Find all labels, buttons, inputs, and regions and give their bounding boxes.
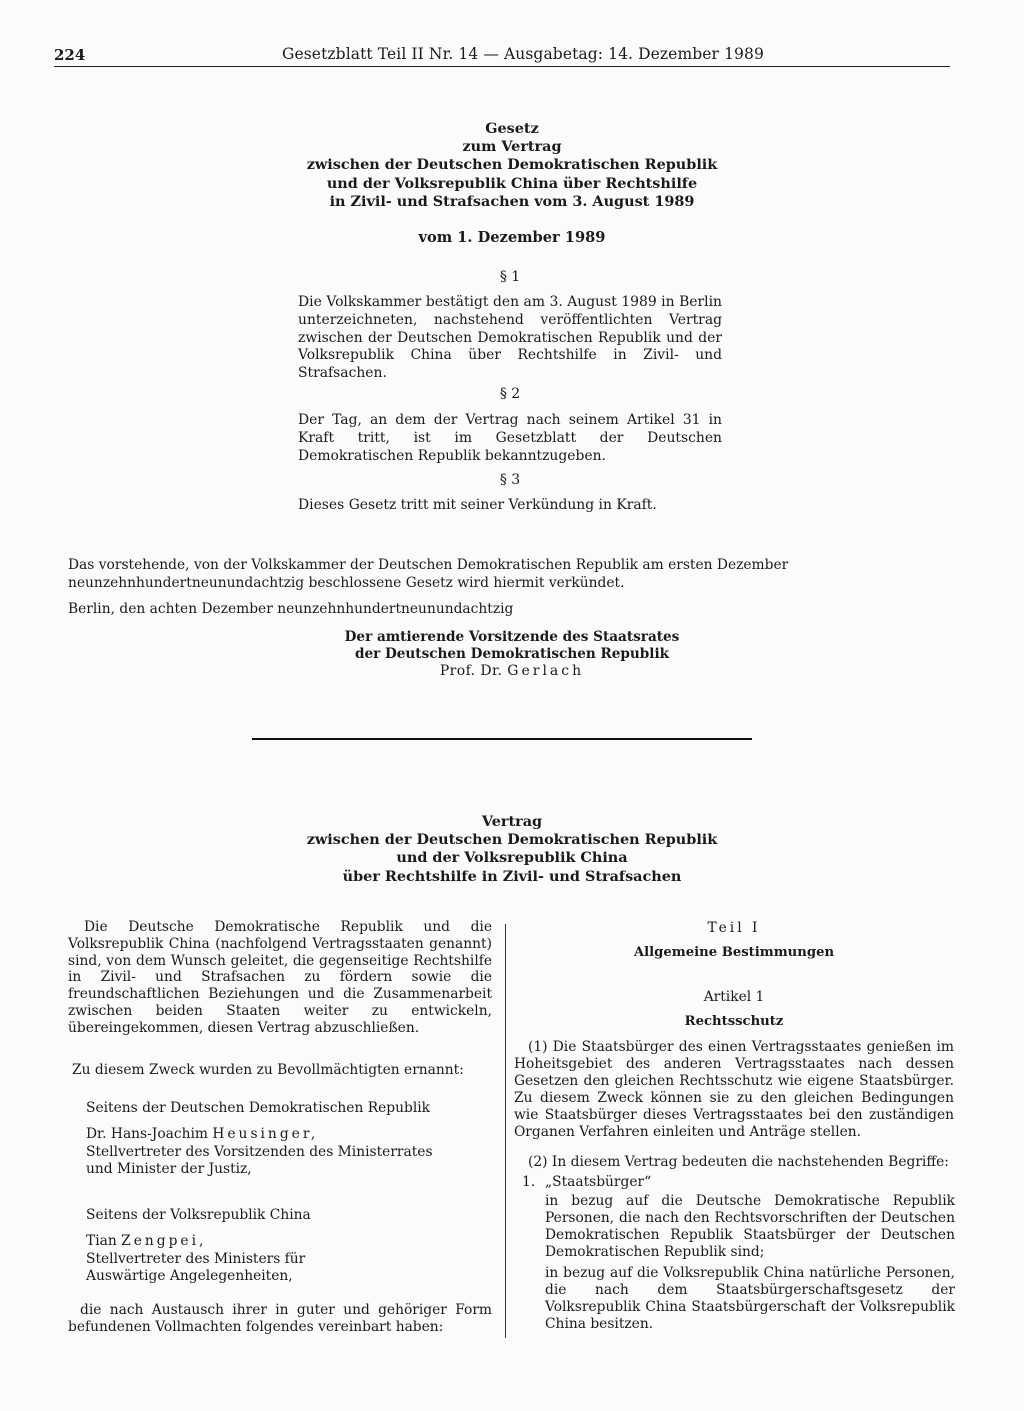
gazette-header: Gesetzblatt Teil II Nr. 14 — Ausgabetag: 14. Dezember 1989: [282, 45, 764, 63]
promulgation-text: Das vorstehende, von der Volkskammer der Deutschen Demokratischen Republik am ersten Dezember neunzehnhundertneunundachtzig beschlossene Gesetz wird hiermit verkündet.: [68, 557, 789, 591]
treaty-title-line: zwischen der Deutschen Demokratischen Republik: [306, 831, 718, 849]
treaty-closing: die nach Austausch ihrer in guter und gehöriger Form befundenen Vollmachten folgendes vereinbart haben:: [68, 1302, 492, 1335]
header-rule: [54, 66, 950, 67]
law-title-line: zwischen der Deutschen Demokratischen Republik: [306, 156, 718, 174]
party2-given-name: Tian: [86, 1233, 117, 1249]
part-title: Allgemeine Bestimmungen: [633, 945, 835, 960]
signatory-surname: Gerlach: [507, 663, 585, 679]
part-label: Teil I: [707, 920, 761, 936]
section-label: § 1: [499, 269, 521, 285]
page-number: 224: [54, 46, 86, 64]
treaty-title-line: über Rechtshilfe in Zivil- und Strafsachen: [342, 867, 682, 885]
treaty-preamble: Die Deutsche Demokratische Republik und die Volksrepublik China (nachfolgend Vertragsstaaten genannt) sind, von dem Wunsch geleitet, die gegenseitige Rechtshilfe in Zivil- und Strafsachen zu fördern sowie die freundschaftlichen Beziehungen und die Zusammenarbeit zwischen beiden Staaten weiter zu entwickeln, übereingekommen, diesen Vertrag abzuschließen.: [68, 919, 492, 1036]
place-date: Berlin, den achten Dezember neunzehnhundertneunundachtzig: [68, 601, 514, 617]
list-item-number: 1.: [522, 1174, 536, 1190]
signatory-title: Der amtierende Vorsitzende des Staatsrates: [344, 629, 680, 645]
signatory-prefix: Prof. Dr.: [439, 663, 503, 679]
treaty-title-line: Vertrag: [481, 813, 543, 830]
party1-heading: Seitens der Deutschen Demokratischen Republik: [86, 1100, 431, 1116]
law-title-line: Gesetz: [485, 120, 539, 137]
article-title: Rechtsschutz: [684, 1014, 784, 1029]
list-item-term: „Staatsbürger“: [545, 1174, 652, 1190]
law-title-line: und der Volksrepublik China über Rechtshilfe: [326, 174, 698, 192]
party1-name: [86, 1126, 492, 1143]
party1-role: Stellvertreter des Vorsitzenden des Ministerrates und Minister der Justiz,: [86, 1144, 433, 1177]
treaty-title: [240, 813, 784, 886]
list-item-text: in bezug auf die Volksrepublik China natürliche Personen, die nach dem Staatsbürgerschaftsgesetz der Volksrepublik China Staatsbürgerschaft der Volksrepublik China besitzen.: [545, 1265, 955, 1332]
treaty-title-line: und der Volksrepublik China: [396, 849, 628, 867]
column-divider: [505, 924, 506, 1338]
party2-surname: Zengpei,: [121, 1233, 207, 1249]
law-date: vom 1. Dezember 1989: [418, 229, 606, 246]
list-item-text: in bezug auf die Deutsche Demokratische Republik Personen, die nach den Rechtsvorschriften der Deutschen Demokratischen Republik Staatsbürger der Deutschen Demokratischen Republik sind;: [545, 1193, 955, 1260]
section-label: § 3: [499, 472, 521, 488]
plenipotentiaries-intro: Zu diesem Zweck wurden zu Bevollmächtigten ernannt:: [72, 1062, 464, 1078]
signatory-name: [240, 663, 784, 679]
section-text: Dieses Gesetz tritt mit seiner Verkündung in Kraft.: [298, 497, 657, 513]
party2-name: [86, 1233, 492, 1250]
article-paragraph: (1) Die Staatsbürger des einen Vertragsstaates genießen im Hoheitsgebiet des anderen Vertragsstaates nach dessen Gesetzen den gleichen Rechtsschutz wie eigene Staatsbürger. Zu diesem Zweck können sie zu den gleichen Bedingungen wie Staatsbürger dieses Vertragsstaates bei den zuständigen Organen Verfahren einleiten und Anträge stellen.: [514, 1039, 954, 1140]
section-text: Der Tag, an dem der Vertrag nach seinem Artikel 31 in Kraft tritt, ist im Gesetzblatt der Deutschen Demokratischen Republik bekanntzugeben.: [298, 412, 722, 464]
section-separator: [252, 738, 752, 740]
party2-heading: Seitens der Volksrepublik China: [86, 1207, 311, 1223]
party1-given-name: Dr. Hans-Joachim: [86, 1126, 208, 1142]
law-title-line: in Zivil- und Strafsachen vom 3. August 1989: [329, 192, 695, 210]
party1-surname: Heusinger,: [212, 1126, 319, 1142]
law-title: [240, 120, 784, 211]
article-label: Artikel 1: [703, 989, 765, 1005]
section-text: Die Volkskammer bestätigt den am 3. August 1989 in Berlin unterzeichneten, nachstehend veröffentlichten Vertrag zwischen der Deutschen Demokratischen Republik und der Volksrepublik China über Rechtshilfe in Zivil- und Strafsachen.: [298, 294, 722, 382]
section-label: § 2: [499, 386, 521, 402]
signatory-title: der Deutschen Demokratischen Republik: [354, 646, 670, 662]
law-title-line: zum Vertrag: [462, 138, 562, 156]
party2-role: Stellvertreter des Ministers für Auswärtige Angelegenheiten,: [86, 1251, 306, 1284]
article-paragraph: (2) In diesem Vertrag bedeuten die nachstehenden Begriffe:: [528, 1154, 949, 1170]
